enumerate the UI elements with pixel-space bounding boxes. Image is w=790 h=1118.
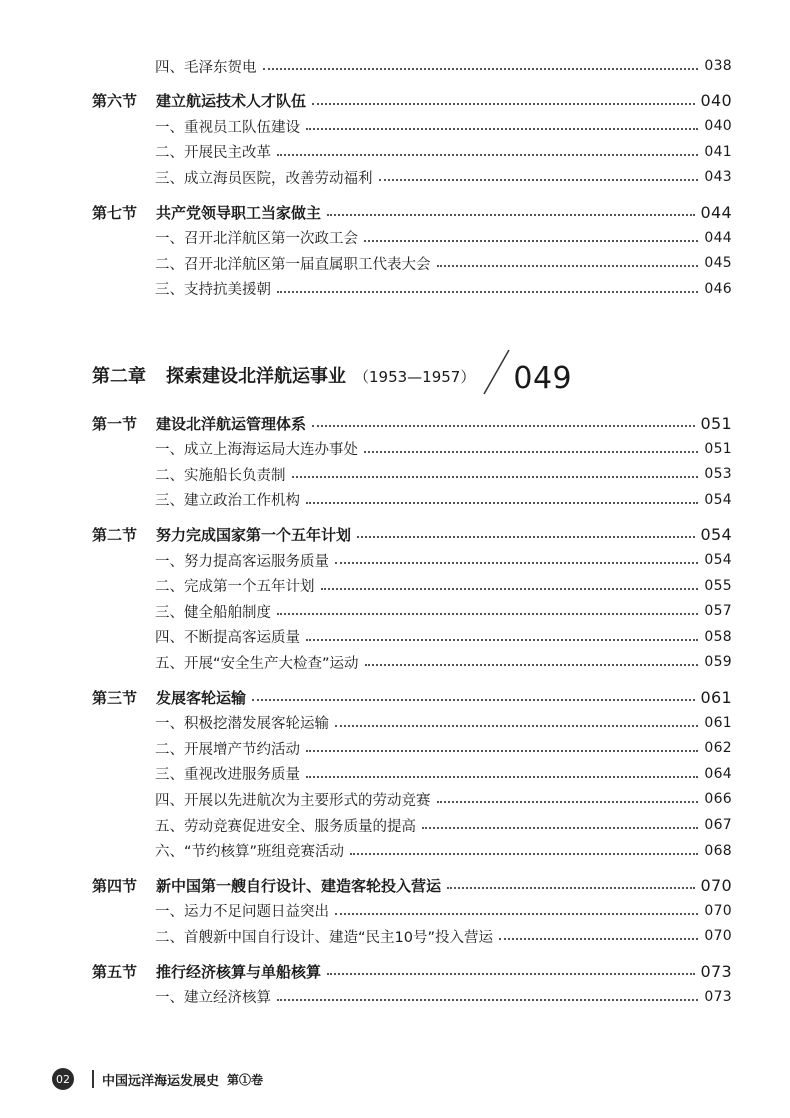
chapter-years: （1953—1957） <box>354 368 476 386</box>
dot-leader <box>306 750 698 752</box>
dot-leader <box>357 536 695 538</box>
entry-title: 二、首艘新中国自行设计、建造“民主10号”投入营运 <box>155 929 493 946</box>
entry-page-number: 054 <box>704 552 732 568</box>
slash-divider-icon <box>481 346 511 398</box>
toc-subsection-entry[interactable] <box>155 574 732 598</box>
entry-title: 六、“节约核算”班组竞赛活动 <box>155 844 345 861</box>
entry-page-number: 061 <box>700 687 732 707</box>
entry-page-number: 054 <box>704 491 732 508</box>
entry-page-number: 070 <box>700 875 732 895</box>
toc-subsection-entry[interactable] <box>155 599 732 623</box>
entry-title: 一、运力不足问题日益突出 <box>155 904 329 921</box>
toc-section-entry[interactable] <box>92 959 732 983</box>
section-label: 第二节 <box>92 525 138 544</box>
entry-page-number: 040 <box>704 118 732 135</box>
entry-page-number: 073 <box>700 961 732 981</box>
section-label: 第四节 <box>92 876 138 895</box>
toc-subsection-entry[interactable] <box>155 985 732 1009</box>
entry-title: 二、完成第一个五年计划 <box>155 579 315 596</box>
page-number-badge: 02 <box>52 1068 74 1090</box>
entry-title: 四、开展以先进航次为主要形式的劳动竞赛 <box>155 792 431 809</box>
entry-title: 一、召开北洋航区第一次政工会 <box>155 231 358 248</box>
section-label: 第六节 <box>92 92 138 111</box>
dot-leader <box>327 973 695 975</box>
dot-leader <box>277 291 698 293</box>
dot-leader <box>263 68 699 70</box>
toc-subsection-entry[interactable] <box>155 650 732 674</box>
dot-leader <box>312 425 695 427</box>
section-label: 第三节 <box>92 688 138 707</box>
toc-section-entry[interactable] <box>92 89 732 113</box>
toc-subsection-entry[interactable] <box>155 548 732 572</box>
dot-leader <box>277 613 698 615</box>
dot-leader <box>306 776 698 778</box>
entry-page-number: 051 <box>700 413 732 433</box>
chapter-label: 第二章 <box>92 366 146 387</box>
entry-page-number: 055 <box>704 577 732 594</box>
entry-page-number: 061 <box>704 714 732 731</box>
toc-subsection-entry[interactable] <box>155 165 732 189</box>
toc-subsection-entry[interactable] <box>155 251 732 275</box>
entry-page-number: 044 <box>704 229 732 246</box>
dot-leader <box>379 179 699 181</box>
entry-page-number: 038 <box>704 58 732 74</box>
section-label: 第五节 <box>92 962 138 981</box>
entry-page-number: 040 <box>700 91 732 111</box>
toc-subsection-entry[interactable] <box>155 488 732 512</box>
chapter-page-number: 049 <box>513 361 573 396</box>
chapter-title: 探索建设北洋航运事业 <box>166 366 346 387</box>
entry-title: 共产党领导职工当家做主 <box>156 203 322 222</box>
entry-page-number: 066 <box>704 791 732 808</box>
footer-divider <box>92 1070 94 1088</box>
section-label: 第一节 <box>92 414 138 433</box>
entry-title: 四、毛泽东贺电 <box>155 59 257 76</box>
footer-book-title: 中国远洋海运发展史 <box>102 1073 220 1089</box>
toc-section-entry[interactable] <box>92 873 732 897</box>
toc-subsection-entry[interactable] <box>155 140 732 164</box>
toc-subsection-entry[interactable] <box>155 924 732 948</box>
toc-subsection-entry[interactable] <box>155 839 732 863</box>
dot-leader <box>327 214 695 216</box>
entry-title: 建立航运技术人才队伍 <box>156 92 307 111</box>
dot-leader <box>499 938 698 940</box>
entry-page-number: 054 <box>700 524 732 544</box>
dot-leader <box>335 913 698 915</box>
dot-leader <box>306 639 698 641</box>
entry-title: 新中国第一艘自行设计、建造客轮投入营运 <box>156 876 442 895</box>
entry-page-number: 068 <box>704 842 732 859</box>
entry-page-number: 070 <box>704 928 732 945</box>
dot-leader <box>277 999 698 1001</box>
entry-title: 一、努力提高客运服务质量 <box>155 553 329 570</box>
entry-page-number: 057 <box>704 603 732 620</box>
entry-title: 三、重视改进服务质量 <box>155 767 300 784</box>
toc-subsection-entry[interactable] <box>155 899 732 923</box>
entry-title: 一、成立上海海运局大连办事处 <box>155 442 358 459</box>
entry-title: 二、召开北洋航区第一届直属职工代表大会 <box>155 256 431 273</box>
entry-title: 二、实施船长负责制 <box>155 467 286 484</box>
dot-leader <box>447 887 695 889</box>
entry-title: 三、健全船舶制度 <box>155 604 271 621</box>
dot-leader <box>364 240 698 242</box>
dot-leader <box>321 588 699 590</box>
entry-title: 四、不断提高客运质量 <box>155 630 300 647</box>
entry-page-number: 046 <box>704 280 732 297</box>
entry-page-number: 053 <box>704 466 732 483</box>
toc-subsection-entry[interactable] <box>155 462 732 486</box>
toc-subsection-entry[interactable] <box>155 54 732 78</box>
toc-subsection-entry[interactable] <box>155 787 732 811</box>
toc-subsection-entry[interactable] <box>155 226 732 250</box>
toc-section-entry[interactable] <box>92 411 732 435</box>
dot-leader <box>364 451 698 453</box>
dot-leader <box>277 154 698 156</box>
chapter-heading <box>92 346 572 398</box>
dot-leader <box>335 562 698 564</box>
entry-title: 一、建立经济核算 <box>155 990 271 1007</box>
entry-page-number: 073 <box>704 988 732 1005</box>
entry-page-number: 045 <box>704 255 732 272</box>
toc-subsection-entry[interactable] <box>155 762 732 786</box>
entry-page-number: 044 <box>700 202 732 222</box>
entry-title: 三、建立政治工作机构 <box>155 493 300 510</box>
toc-section-entry[interactable] <box>92 685 732 709</box>
footer-volume: 第①卷 <box>227 1072 264 1087</box>
toc-subsection-entry[interactable] <box>155 437 732 461</box>
entry-page-number: 043 <box>704 169 732 186</box>
toc-subsection-entry[interactable] <box>155 625 732 649</box>
toc-section-entry[interactable] <box>92 522 732 546</box>
entry-title: 五、开展“安全生产大检查”运动 <box>155 655 359 672</box>
dot-leader <box>306 502 698 504</box>
entry-page-number: 067 <box>704 817 732 833</box>
entry-title: 一、重视员工队伍建设 <box>155 119 300 136</box>
entry-title: 二、开展增产节约活动 <box>155 741 300 758</box>
entry-title: 一、积极挖潜发展客轮运输 <box>155 716 329 733</box>
entry-title: 推行经济核算与单船核算 <box>156 962 322 981</box>
entry-title: 发展客轮运输 <box>156 688 247 707</box>
dot-leader <box>437 265 699 267</box>
toc-subsection-entry[interactable] <box>155 813 732 837</box>
entry-page-number: 064 <box>704 765 732 782</box>
dot-leader <box>350 853 698 855</box>
dot-leader <box>365 664 699 666</box>
dot-leader <box>422 827 698 829</box>
entry-page-number: 058 <box>704 628 732 645</box>
toc-section-entry[interactable] <box>92 200 732 224</box>
dot-leader <box>292 476 699 478</box>
toc-subsection-entry[interactable] <box>155 736 732 760</box>
entry-page-number: 070 <box>704 902 732 919</box>
section-label: 第七节 <box>92 203 138 222</box>
entry-title: 三、支持抗美援朝 <box>155 282 271 299</box>
entry-page-number: 059 <box>704 654 732 671</box>
toc-subsection-entry[interactable] <box>155 114 732 138</box>
dot-leader <box>312 103 695 105</box>
entry-page-number: 051 <box>704 440 732 457</box>
entry-title: 五、劳动竞赛促进安全、服务质量的提高 <box>155 818 416 835</box>
dot-leader <box>306 128 698 130</box>
entry-page-number: 041 <box>704 143 732 160</box>
entry-title: 二、开展民主改革 <box>155 145 271 162</box>
entry-page-number: 062 <box>704 740 732 757</box>
dot-leader <box>252 699 695 701</box>
entry-title: 三、成立海员医院，改善劳动福利 <box>155 170 373 187</box>
toc-subsection-entry[interactable] <box>155 711 732 735</box>
page-footer <box>52 1066 263 1092</box>
entry-title: 建设北洋航运管理体系 <box>156 414 307 433</box>
dot-leader <box>437 801 699 803</box>
entry-title: 努力完成国家第一个五年计划 <box>156 525 352 544</box>
toc-subsection-entry[interactable] <box>155 277 732 301</box>
dot-leader <box>335 725 698 727</box>
